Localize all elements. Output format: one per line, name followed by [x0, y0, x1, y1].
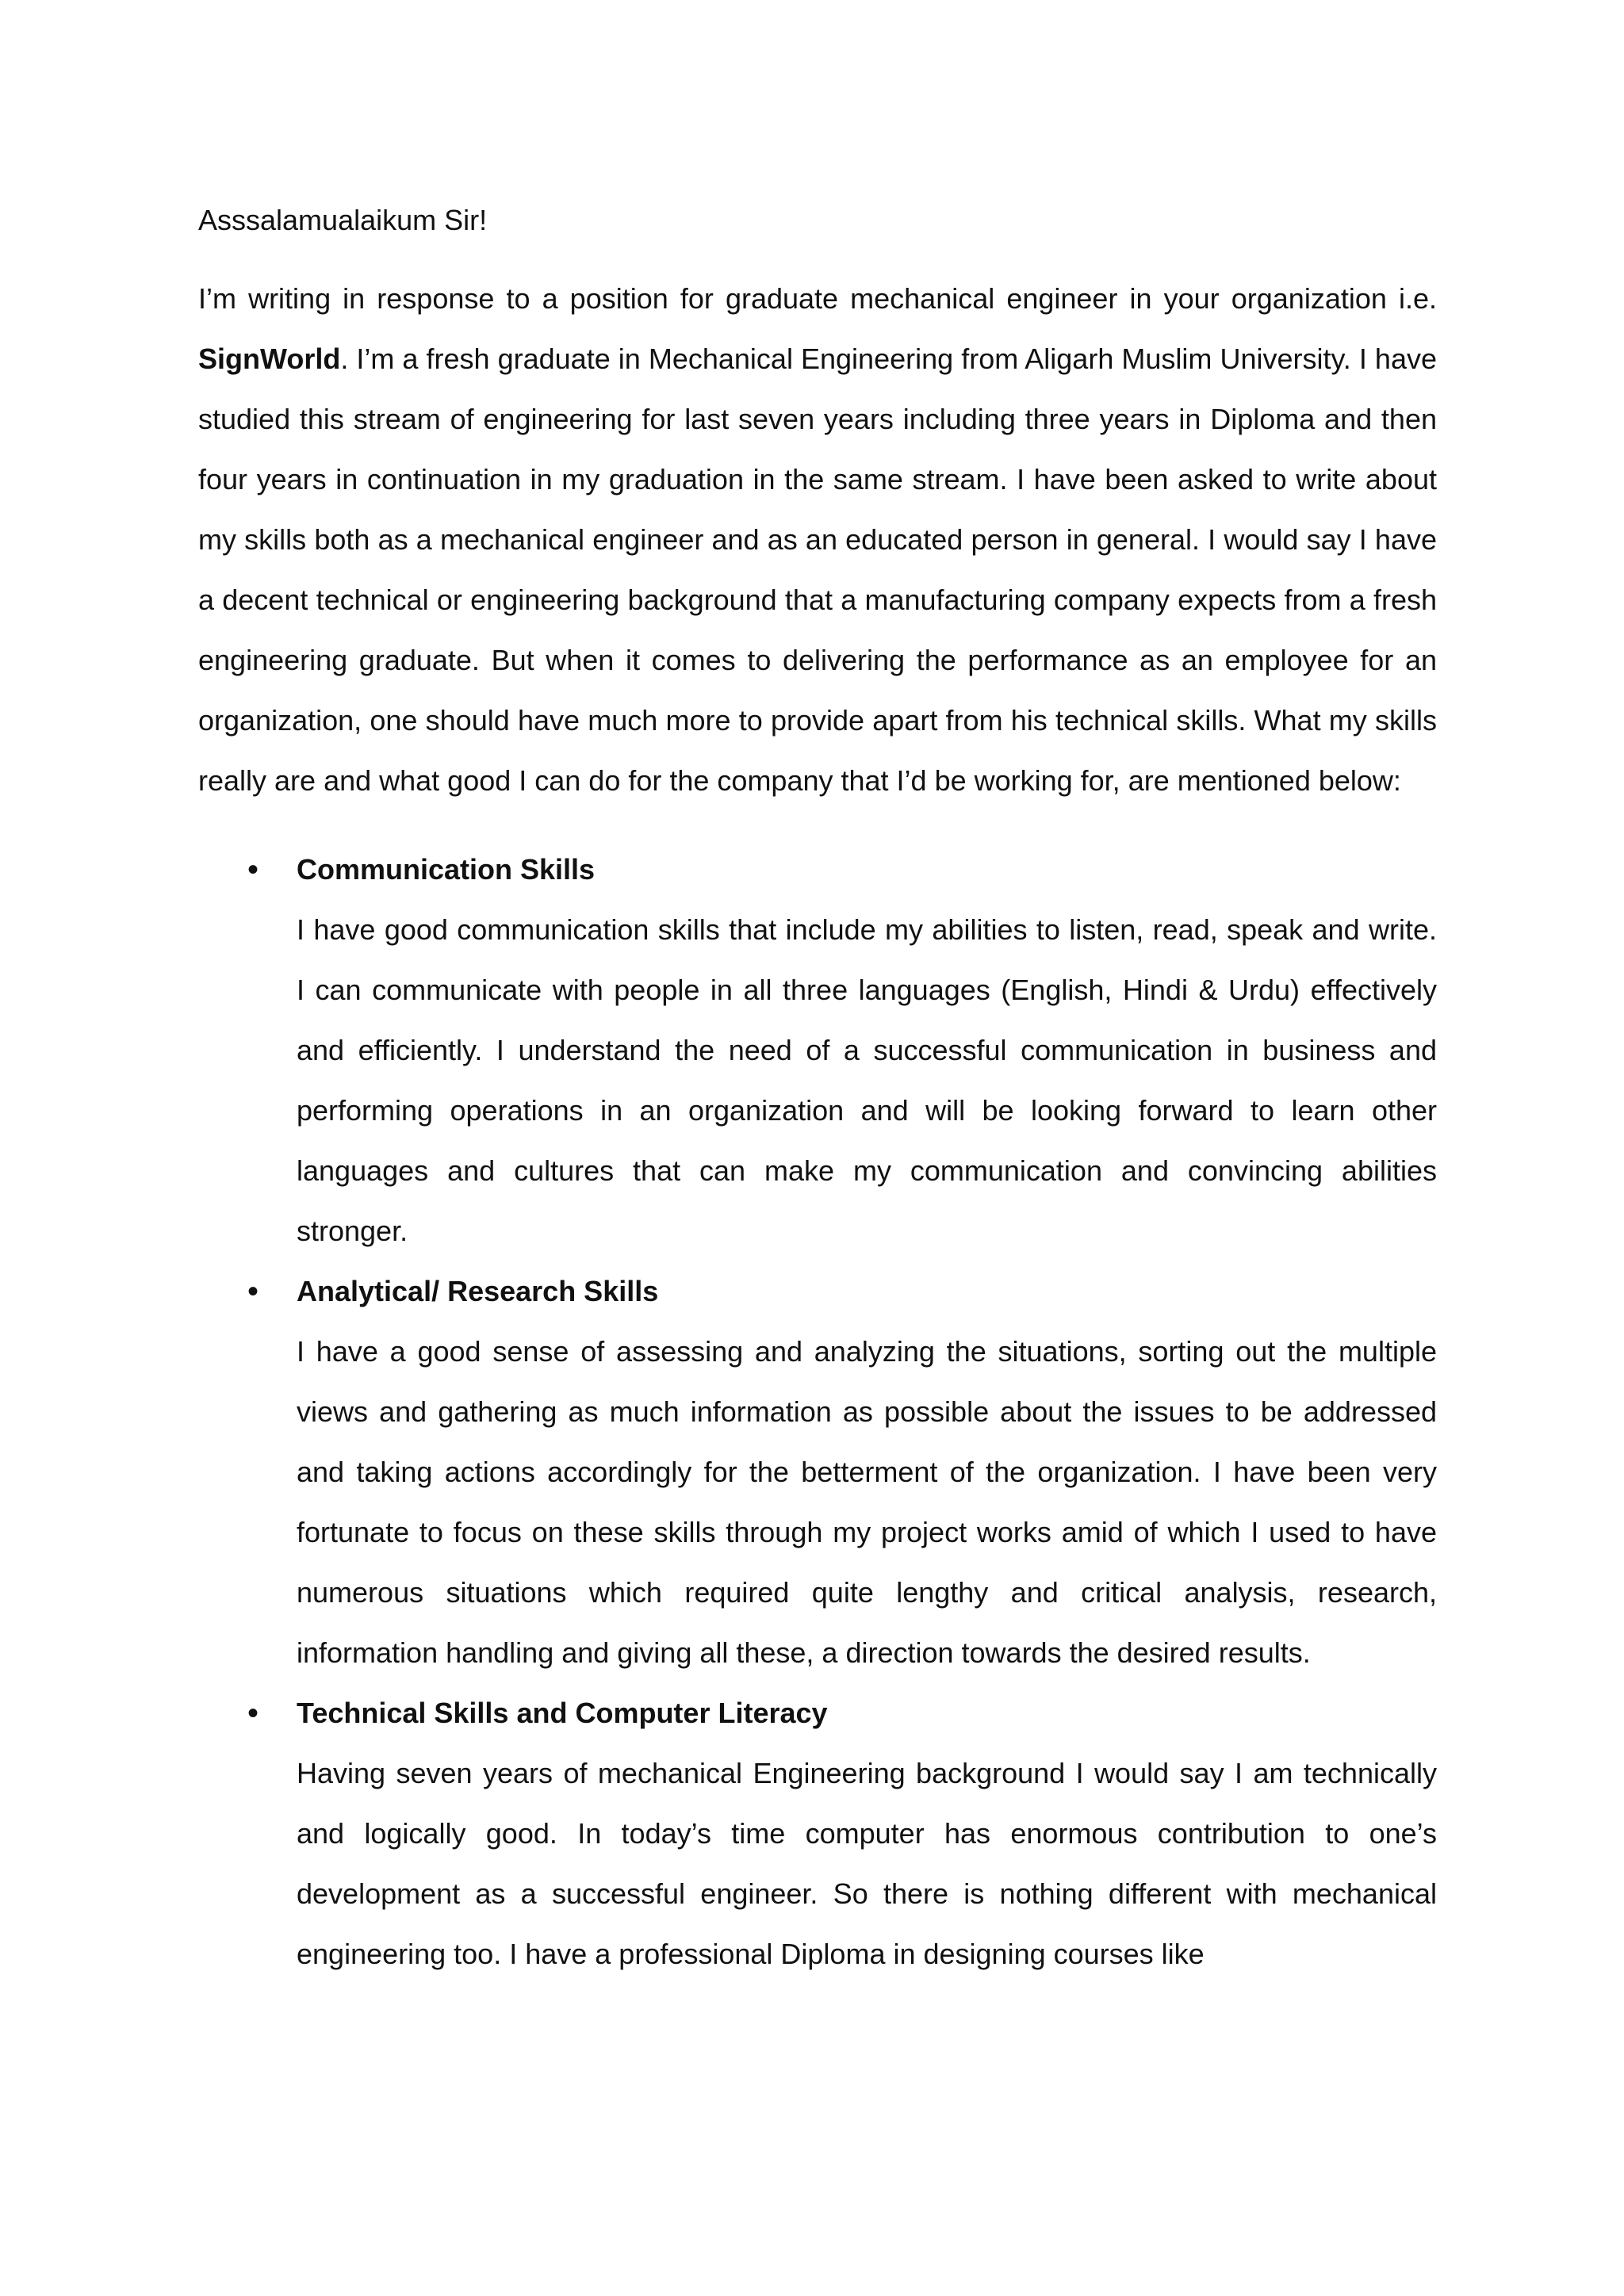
intro-text-rest: . I’m a fresh graduate in Mechanical Engineering from Aligarh Muslim University. I have studied this stream of engineering for last seven years including three years in Diploma and then four years in continuation in my graduation in the same stream. I have been asked to write about my skills both as a mechanical engineer and as an educated person in general. I would say I have a decent technical or engineering background that a manufacturing company expects from a fresh engineering graduate. But when it comes to delivering the performance as an employee for an organization, one should have much more to provide apart from his technical skills. What my skills really are and what good I can do for the company that I’d be working for, are mentioned below: [198, 342, 1437, 797]
skill-item-analytical-research [198, 1261, 1437, 1683]
skill-description: I have good communication skills that include my abilities to listen, read, speak and write. I can communicate with people in all three languages (English, Hindi & Urdu) effectively and efficiently. I understand the need of a successful communication in business and performing operations in an organization and will be looking forward to learn other languages and cultures that can make my communication and convincing abilities stronger. [297, 913, 1437, 1247]
company-name: SignWorld [198, 342, 341, 375]
intro-text-start: I’m writing in response to a position for graduate mechanical engineer in your organization i.e. [198, 282, 1437, 315]
bullet-icon: • [247, 1696, 259, 1731]
bullet-icon: • [247, 1274, 259, 1309]
skills-list [198, 840, 1437, 1984]
skill-item-technical-computer [198, 1683, 1437, 1984]
salutation: Asssalamualaikum Sir! [198, 204, 488, 236]
skill-description: I have a good sense of assessing and analyzing the situations, sorting out the multiple views and gathering as much information as possible about the issues to be addressed and taking actions accordingly for the betterment of the organization. I have been very fortunate to focus on these skills through my project works amid of which I used to have numerous situations which required quite lengthy and critical analysis, research, information handling and giving all these, a direction towards the desired results. [297, 1335, 1437, 1669]
skill-item-communication [198, 840, 1437, 1261]
bullet-icon: • [247, 852, 259, 887]
letter-page [198, 200, 1437, 1984]
skill-title: Communication Skills [297, 853, 596, 886]
intro-paragraph [198, 269, 1437, 811]
skill-title: Technical Skills and Computer Literacy [297, 1697, 828, 1729]
skill-title: Analytical/ Research Skills [297, 1275, 659, 1307]
skill-description: Having seven years of mechanical Engineering background I would say I am technically and logically good. In today’s time computer has enormous contribution to one’s development as a successful engineer. So there is nothing different with mechanical engineering too. I have a professional Diploma in designing courses like [297, 1757, 1437, 1970]
